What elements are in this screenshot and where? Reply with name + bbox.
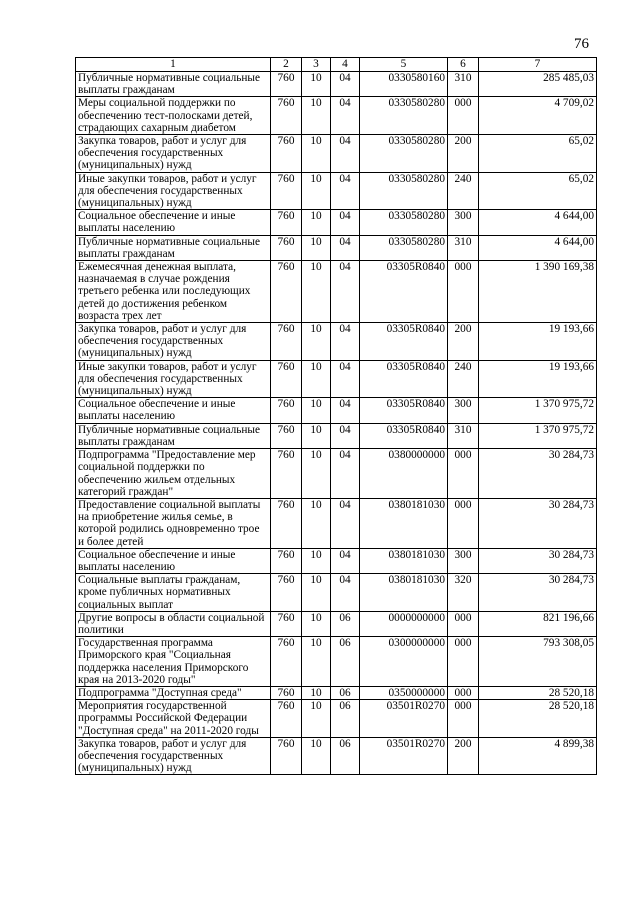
subsection-code-cell: 04 xyxy=(331,261,360,323)
ministry-code-cell: 760 xyxy=(271,97,302,135)
row-name-cell: Социальные выплаты гражданам, кроме публичных нормативных социальных выплат xyxy=(76,574,271,612)
target-item-code-cell: 0350000000 xyxy=(360,686,448,699)
ministry-code-cell: 760 xyxy=(271,498,302,548)
amount-cell: 30 284,73 xyxy=(479,498,597,548)
subsection-code-cell: 06 xyxy=(331,737,360,775)
ministry-code-cell: 760 xyxy=(271,235,302,260)
ministry-code-cell: 760 xyxy=(271,398,302,423)
amount-cell: 65,02 xyxy=(479,135,597,173)
section-code-cell: 10 xyxy=(302,637,331,687)
row-name-cell: Меры социальной поддержки по обеспечению тест-полосками детей, страдающих сахарным диабетом xyxy=(76,97,271,135)
expense-type-code-cell: 000 xyxy=(448,97,479,135)
subsection-code-cell: 06 xyxy=(331,637,360,687)
ministry-code-cell: 760 xyxy=(271,261,302,323)
expense-type-code-cell: 310 xyxy=(448,423,479,448)
row-name-cell: Социальное обеспечение и иные выплаты населению xyxy=(76,398,271,423)
amount-cell: 19 193,66 xyxy=(479,323,597,361)
budget-table xyxy=(75,57,597,775)
table-row xyxy=(76,172,597,210)
subsection-code-cell: 04 xyxy=(331,135,360,173)
ministry-code-cell: 760 xyxy=(271,360,302,398)
subsection-code-cell: 06 xyxy=(331,700,360,738)
column-header: 5 xyxy=(360,58,448,72)
table-row xyxy=(76,210,597,235)
section-code-cell: 10 xyxy=(302,686,331,699)
table-row xyxy=(76,398,597,423)
section-code-cell: 10 xyxy=(302,737,331,775)
target-item-code-cell: 0330580280 xyxy=(360,172,448,210)
amount-cell: 1 390 169,38 xyxy=(479,261,597,323)
target-item-code-cell: 03305R0840 xyxy=(360,398,448,423)
target-item-code-cell: 03501R0270 xyxy=(360,737,448,775)
target-item-code-cell: 0330580280 xyxy=(360,97,448,135)
column-header: 3 xyxy=(302,58,331,72)
subsection-code-cell: 06 xyxy=(331,611,360,636)
subsection-code-cell: 04 xyxy=(331,449,360,499)
target-item-code-cell: 0380181030 xyxy=(360,498,448,548)
section-code-cell: 10 xyxy=(302,210,331,235)
expense-type-code-cell: 000 xyxy=(448,686,479,699)
target-item-code-cell: 0300000000 xyxy=(360,637,448,687)
target-item-code-cell: 0380181030 xyxy=(360,548,448,573)
section-code-cell: 10 xyxy=(302,611,331,636)
table-row xyxy=(76,737,597,775)
expense-type-code-cell: 000 xyxy=(448,449,479,499)
target-item-code-cell: 03305R0840 xyxy=(360,360,448,398)
column-header: 7 xyxy=(479,58,597,72)
amount-cell: 4 644,00 xyxy=(479,235,597,260)
target-item-code-cell: 0330580280 xyxy=(360,210,448,235)
ministry-code-cell: 760 xyxy=(271,548,302,573)
subsection-code-cell: 04 xyxy=(331,423,360,448)
target-item-code-cell: 0330580160 xyxy=(360,72,448,97)
section-code-cell: 10 xyxy=(302,498,331,548)
ministry-code-cell: 760 xyxy=(271,637,302,687)
section-code-cell: 10 xyxy=(302,398,331,423)
expense-type-code-cell: 300 xyxy=(448,548,479,573)
amount-cell: 28 520,18 xyxy=(479,700,597,738)
subsection-code-cell: 04 xyxy=(331,97,360,135)
amount-cell: 30 284,73 xyxy=(479,548,597,573)
row-name-cell: Подпрограмма "Предоставление мер социальной поддержки по обеспечению жильем отдельных категорий граждан" xyxy=(76,449,271,499)
section-code-cell: 10 xyxy=(302,72,331,97)
target-item-code-cell: 0000000000 xyxy=(360,611,448,636)
table-row xyxy=(76,700,597,738)
table-row xyxy=(76,611,597,636)
target-item-code-cell: 03305R0840 xyxy=(360,261,448,323)
amount-cell: 28 520,18 xyxy=(479,686,597,699)
subsection-code-cell: 04 xyxy=(331,323,360,361)
column-number-header-row xyxy=(76,58,597,72)
subsection-code-cell: 04 xyxy=(331,235,360,260)
ministry-code-cell: 760 xyxy=(271,686,302,699)
section-code-cell: 10 xyxy=(302,97,331,135)
row-name-cell: Закупка товаров, работ и услуг для обеспечения государственных (муниципальных) нужд xyxy=(76,737,271,775)
column-header: 6 xyxy=(448,58,479,72)
section-code-cell: 10 xyxy=(302,574,331,612)
row-name-cell: Закупка товаров, работ и услуг для обеспечения государственных (муниципальных) нужд xyxy=(76,323,271,361)
row-name-cell: Закупка товаров, работ и услуг для обеспечения государственных (муниципальных) нужд xyxy=(76,135,271,173)
table-row xyxy=(76,449,597,499)
subsection-code-cell: 04 xyxy=(331,360,360,398)
expense-type-code-cell: 320 xyxy=(448,574,479,612)
amount-cell: 4 899,38 xyxy=(479,737,597,775)
amount-cell: 1 370 975,72 xyxy=(479,423,597,448)
section-code-cell: 10 xyxy=(302,548,331,573)
ministry-code-cell: 760 xyxy=(271,700,302,738)
row-name-cell: Предоставление социальной выплаты на приобретение жилья семье, в которой родились одновременно трое и более детей xyxy=(76,498,271,548)
expense-type-code-cell: 200 xyxy=(448,135,479,173)
table-row xyxy=(76,637,597,687)
section-code-cell: 10 xyxy=(302,172,331,210)
subsection-code-cell: 04 xyxy=(331,498,360,548)
expense-type-code-cell: 300 xyxy=(448,398,479,423)
table-row xyxy=(76,360,597,398)
ministry-code-cell: 760 xyxy=(271,172,302,210)
ministry-code-cell: 760 xyxy=(271,737,302,775)
ministry-code-cell: 760 xyxy=(271,449,302,499)
target-item-code-cell: 03501R0270 xyxy=(360,700,448,738)
section-code-cell: 10 xyxy=(302,323,331,361)
expense-type-code-cell: 300 xyxy=(448,210,479,235)
target-item-code-cell: 0380000000 xyxy=(360,449,448,499)
table-row xyxy=(76,498,597,548)
subsection-code-cell: 06 xyxy=(331,686,360,699)
target-item-code-cell: 0330580280 xyxy=(360,235,448,260)
expense-type-code-cell: 240 xyxy=(448,172,479,210)
ministry-code-cell: 760 xyxy=(271,611,302,636)
table-row xyxy=(76,323,597,361)
section-code-cell: 10 xyxy=(302,235,331,260)
ministry-code-cell: 760 xyxy=(271,574,302,612)
table-row xyxy=(76,261,597,323)
amount-cell: 4 644,00 xyxy=(479,210,597,235)
section-code-cell: 10 xyxy=(302,360,331,398)
subsection-code-cell: 04 xyxy=(331,398,360,423)
table-row xyxy=(76,423,597,448)
expense-type-code-cell: 200 xyxy=(448,737,479,775)
subsection-code-cell: 04 xyxy=(331,72,360,97)
section-code-cell: 10 xyxy=(302,261,331,323)
expense-type-code-cell: 310 xyxy=(448,72,479,97)
expense-type-code-cell: 310 xyxy=(448,235,479,260)
subsection-code-cell: 04 xyxy=(331,210,360,235)
amount-cell: 1 370 975,72 xyxy=(479,398,597,423)
expense-type-code-cell: 000 xyxy=(448,611,479,636)
expense-type-code-cell: 240 xyxy=(448,360,479,398)
column-header: 2 xyxy=(271,58,302,72)
table-row xyxy=(76,574,597,612)
ministry-code-cell: 760 xyxy=(271,423,302,448)
row-name-cell: Социальное обеспечение и иные выплаты населению xyxy=(76,210,271,235)
row-name-cell: Социальное обеспечение и иные выплаты населению xyxy=(76,548,271,573)
subsection-code-cell: 04 xyxy=(331,548,360,573)
row-name-cell: Публичные нормативные социальные выплаты гражданам xyxy=(76,423,271,448)
row-name-cell: Другие вопросы в области социальной политики xyxy=(76,611,271,636)
ministry-code-cell: 760 xyxy=(271,323,302,361)
ministry-code-cell: 760 xyxy=(271,72,302,97)
row-name-cell: Подпрограмма "Доступная среда" xyxy=(76,686,271,699)
table-row xyxy=(76,72,597,97)
table-row xyxy=(76,235,597,260)
amount-cell: 30 284,73 xyxy=(479,574,597,612)
expense-type-code-cell: 000 xyxy=(448,261,479,323)
target-item-code-cell: 0330580280 xyxy=(360,135,448,173)
column-header: 1 xyxy=(76,58,271,72)
amount-cell: 65,02 xyxy=(479,172,597,210)
row-name-cell: Мероприятия государственной программы Российской Федерации "Доступная среда" на 2011-2020 годы xyxy=(76,700,271,738)
row-name-cell: Публичные нормативные социальные выплаты гражданам xyxy=(76,72,271,97)
row-name-cell: Ежемесячная денежная выплата, назначаемая в случае рождения третьего ребенка или последующих детей до достижения ребенком возраста трех лет xyxy=(76,261,271,323)
expense-type-code-cell: 000 xyxy=(448,700,479,738)
section-code-cell: 10 xyxy=(302,700,331,738)
expense-type-code-cell: 000 xyxy=(448,498,479,548)
row-name-cell: Публичные нормативные социальные выплаты гражданам xyxy=(76,235,271,260)
expense-type-code-cell: 000 xyxy=(448,637,479,687)
section-code-cell: 10 xyxy=(302,449,331,499)
subsection-code-cell: 04 xyxy=(331,574,360,612)
section-code-cell: 10 xyxy=(302,423,331,448)
amount-cell: 4 709,02 xyxy=(479,97,597,135)
target-item-code-cell: 03305R0840 xyxy=(360,323,448,361)
table-row xyxy=(76,686,597,699)
ministry-code-cell: 760 xyxy=(271,210,302,235)
subsection-code-cell: 04 xyxy=(331,172,360,210)
target-item-code-cell: 03305R0840 xyxy=(360,423,448,448)
table-row xyxy=(76,548,597,573)
row-name-cell: Иные закупки товаров, работ и услуг для обеспечения государственных (муниципальных) нужд xyxy=(76,360,271,398)
amount-cell: 821 196,66 xyxy=(479,611,597,636)
ministry-code-cell: 760 xyxy=(271,135,302,173)
expense-type-code-cell: 200 xyxy=(448,323,479,361)
row-name-cell: Иные закупки товаров, работ и услуг для обеспечения государственных (муниципальных) нужд xyxy=(76,172,271,210)
row-name-cell: Государственная программа Приморского края "Социальная поддержка населения Приморского края на 2013-2020 годы" xyxy=(76,637,271,687)
column-header: 4 xyxy=(331,58,360,72)
amount-cell: 793 308,05 xyxy=(479,637,597,687)
table-row xyxy=(76,97,597,135)
table-row xyxy=(76,135,597,173)
amount-cell: 19 193,66 xyxy=(479,360,597,398)
amount-cell: 30 284,73 xyxy=(479,449,597,499)
amount-cell: 285 485,03 xyxy=(479,72,597,97)
target-item-code-cell: 0380181030 xyxy=(360,574,448,612)
section-code-cell: 10 xyxy=(302,135,331,173)
page-number: 76 xyxy=(574,36,589,52)
